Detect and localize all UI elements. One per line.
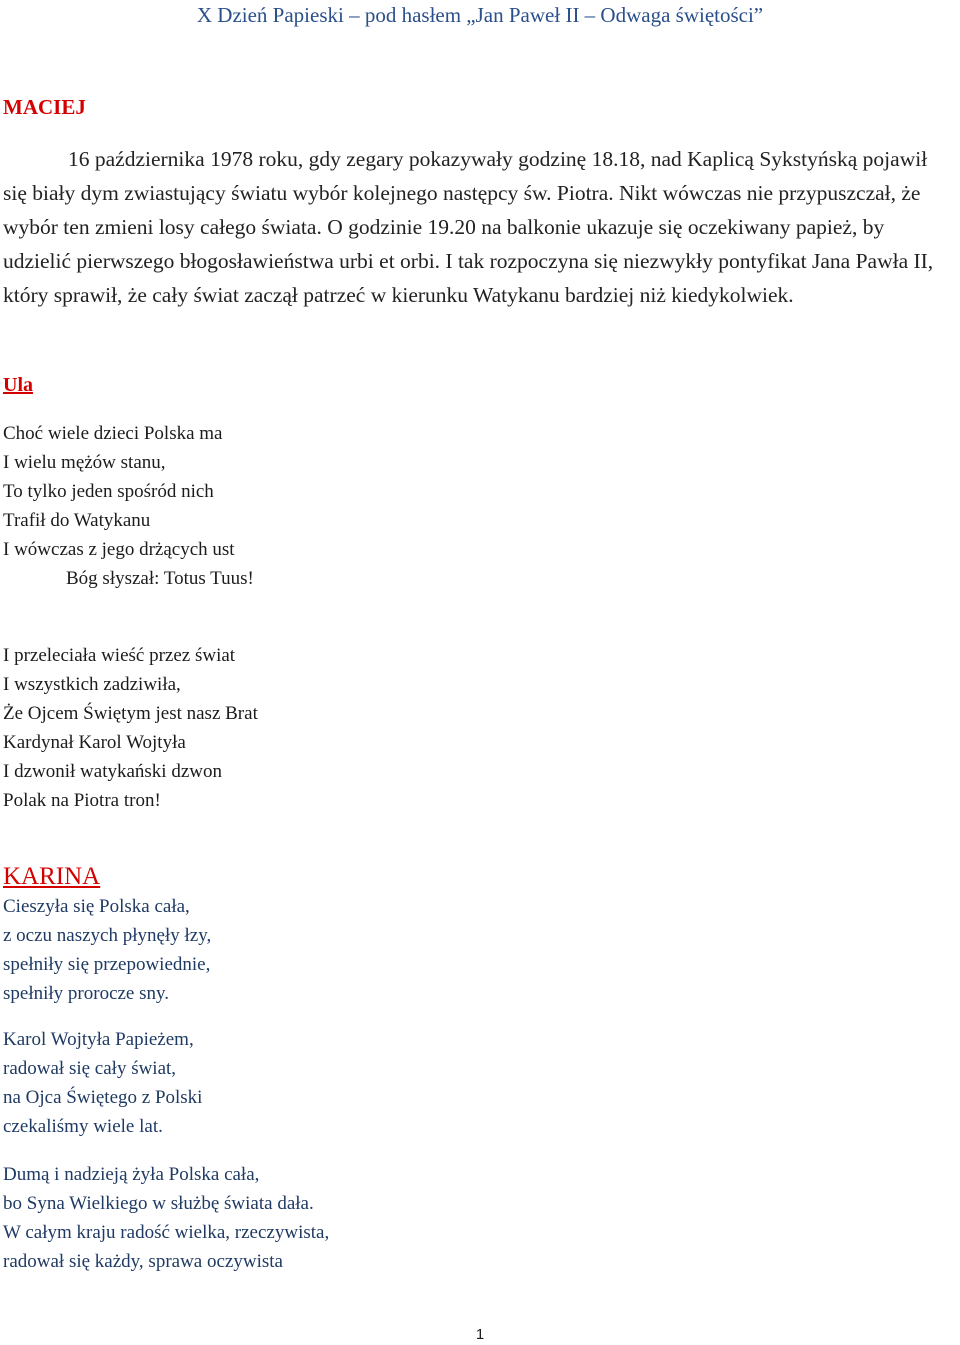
poem-line: I wielu mężów stanu, — [3, 452, 166, 473]
poem-line: Choć wiele dzieci Polska ma — [3, 423, 223, 444]
poem-line: I wszystkich zadziwiła, — [3, 674, 181, 695]
speaker-maciej: MACIEJ — [3, 95, 86, 119]
page-header: X Dzień Papieski – pod hasłem „Jan Paweł II – Odwaga świętości” — [196, 3, 764, 27]
poem-line: I dzwonił watykański dzwon — [3, 761, 222, 782]
karina-stanza-3 — [3, 1160, 329, 1276]
poem-line: spełniły prorocze sny. — [3, 983, 170, 1004]
ula-stanza-1 — [3, 419, 254, 593]
prose-indent — [3, 147, 68, 171]
poem-line: I wówczas z jego drżących ust — [3, 539, 235, 560]
speaker-karina: KARINA — [3, 863, 101, 890]
maciej-prose-text: 16 października 1978 roku, gdy zegary pokazywały godzinę 18.18, nad Kaplicą Sykstyńską pojawił się biały dym zwiastujący światu wybór kolejnego następcy św. Piotra. Nikt wówczas nie przypuszczał, że wybór ten zmieni losy całego świata. O godzinie 19.20 na balkonie ukazuje się oczekiwany papież, by udzielić pierwszego błogosławieństwa urbi et orbi. I tak rozpoczyna się niezwykły pontyfikat Jana Pawła II, który sprawił, że cały świat zaczął patrzeć w kierunku Watykanu bardziej niż kiedykolwiek. — [3, 147, 934, 307]
poem-line: czekaliśmy wiele lat. — [3, 1116, 163, 1137]
maciej-prose — [3, 142, 953, 312]
karina-stanza-2 — [3, 1025, 202, 1141]
speaker-ula: Ula — [3, 374, 33, 396]
poem-line: Dumą i nadzieją żyła Polska cała, — [3, 1164, 260, 1185]
poem-line: z oczu naszych płynęły łzy, — [3, 925, 212, 946]
poem-line: Cieszyła się Polska cała, — [3, 896, 190, 917]
poem-line: To tylko jeden spośród nich — [3, 481, 214, 502]
poem-line: radował się cały świat, — [3, 1058, 177, 1079]
poem-line: Bóg słyszał: Totus Tuus! — [66, 568, 254, 589]
page-number: 1 — [475, 1326, 485, 1343]
poem-line: Kardynał Karol Wojtyła — [3, 732, 186, 753]
poem-line: W całym kraju radość wielka, rzeczywista, — [3, 1222, 330, 1243]
poem-line: na Ojca Świętego z Polski — [3, 1087, 203, 1108]
poem-line: Polak na Piotra tron! — [3, 790, 161, 811]
poem-line: Karol Wojtyła Papieżem, — [3, 1029, 194, 1050]
poem-line: I przeleciała wieść przez świat — [3, 645, 236, 666]
poem-line: Że Ojcem Świętym jest nasz Brat — [3, 703, 258, 724]
poem-line: radował się każdy, sprawa oczywista — [3, 1251, 283, 1272]
poem-line: Trafił do Watykanu — [3, 510, 151, 531]
poem-line: bo Syna Wielkiego w służbę świata dała. — [3, 1193, 314, 1214]
poem-line: spełniły się przepowiednie, — [3, 954, 211, 975]
ula-stanza-2 — [3, 641, 258, 815]
karina-stanza-1 — [3, 892, 211, 1008]
